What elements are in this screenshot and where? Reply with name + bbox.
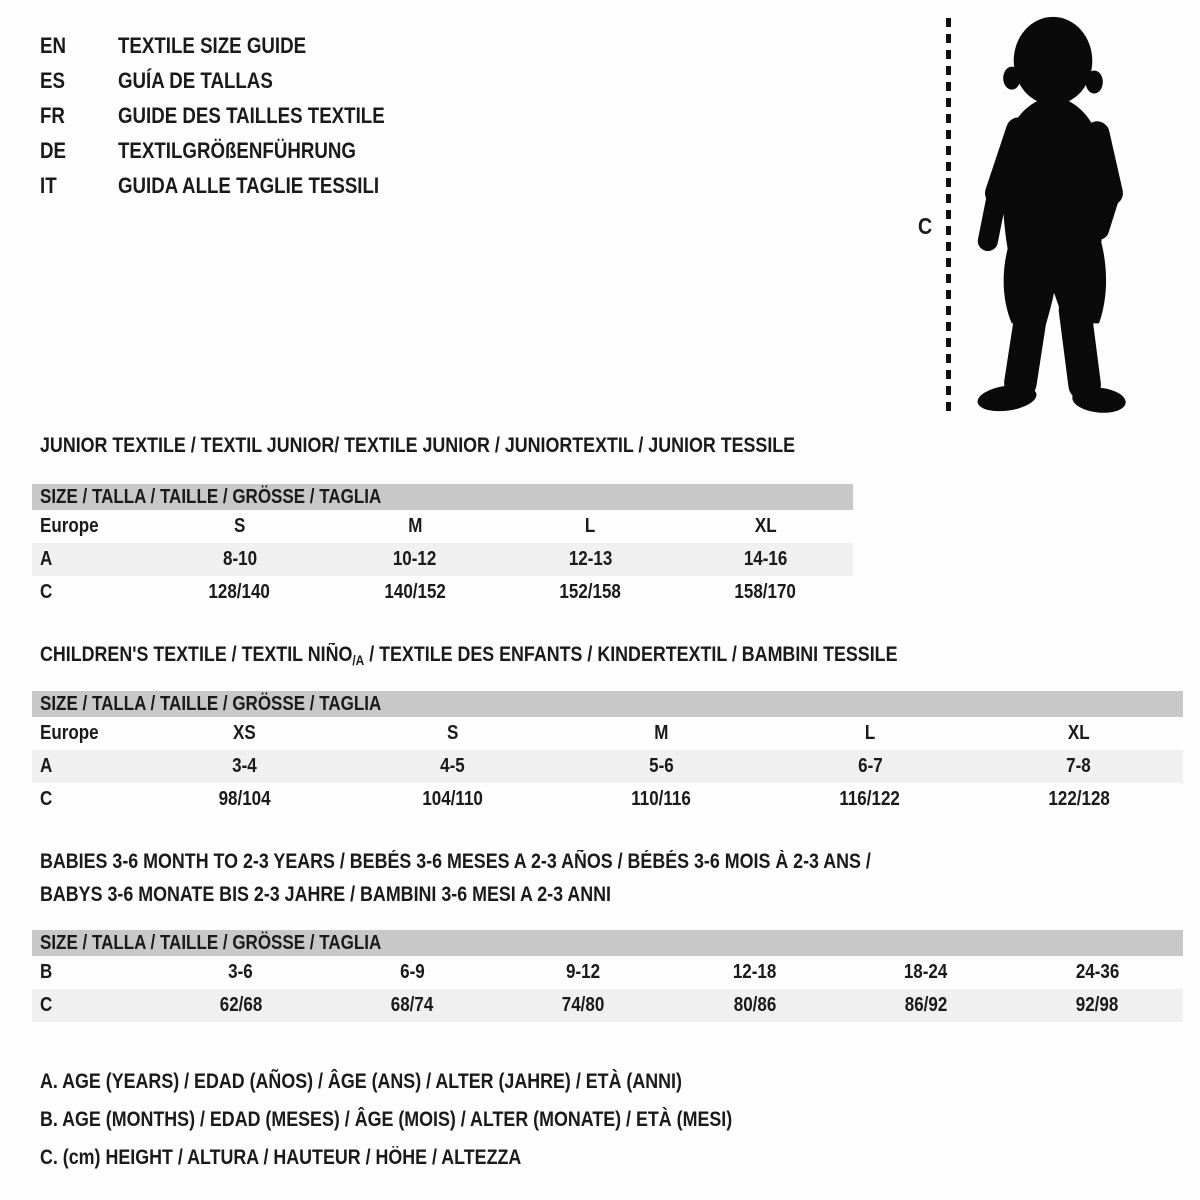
row-value: 12-13 (568, 548, 612, 570)
row-value: 86/92 (904, 994, 948, 1016)
row-value: 140/152 (384, 581, 446, 603)
language-code: FR (40, 102, 65, 128)
row-value: XL (754, 515, 777, 537)
height-measure-line (946, 18, 951, 416)
language-row (40, 133, 432, 168)
row-value: 18-24 (904, 961, 948, 983)
row-value: 116/122 (839, 788, 901, 810)
babies-table (32, 956, 1183, 1022)
table-row (32, 576, 853, 609)
language-code: DE (40, 137, 66, 163)
size-header-bar (32, 930, 1183, 956)
gender-suffix-subscript: /A (352, 652, 365, 668)
row-label: A (40, 755, 53, 777)
row-value: 8-10 (222, 548, 257, 570)
row-value: 74/80 (562, 994, 605, 1016)
language-row (40, 28, 432, 63)
children-section-title-text: CHILDREN'S TEXTILE / TEXTIL $NIÑO_{/A}$ / TEXTILE DES ENFANTS / KINDERTEXTIL / BAMBINI TESSILE (40, 643, 898, 668)
children-section-title (40, 643, 1049, 672)
row-value: S (447, 722, 459, 744)
language-row (40, 98, 432, 133)
guide-title: TEXTILE SIZE GUIDE (118, 32, 307, 58)
table-row (32, 510, 853, 543)
row-value: 110/116 (631, 788, 692, 810)
size-header-text: SIZE / TALLA / TAILLE / GRÖSSE / TAGLIA (40, 692, 382, 715)
row-value: L (864, 722, 876, 744)
size-header-bar (32, 484, 853, 510)
row-label: A (40, 548, 53, 570)
language-code: EN (40, 32, 66, 58)
guide-title: GUIDE DES TAILLES TEXTILE (118, 102, 385, 128)
size-header-text: SIZE / TALLA / TAILLE / GRÖSSE / TAGLIA (40, 485, 382, 508)
size-header-text: SIZE / TALLA / TAILLE / GRÖSSE / TAGLIA (40, 931, 382, 954)
table-row (32, 989, 1183, 1022)
row-value: S (233, 515, 246, 537)
table-row (32, 783, 1183, 816)
row-value: 104/110 (422, 788, 484, 810)
row-label: Europe (40, 722, 99, 744)
row-label: B (40, 961, 53, 983)
row-value: 152/158 (559, 581, 621, 603)
children-table (32, 717, 1183, 816)
table-row (32, 717, 1183, 750)
row-value: 80/86 (733, 994, 776, 1016)
row-value: 158/170 (734, 581, 797, 603)
row-value: 122/128 (1047, 788, 1110, 810)
row-value: M (654, 722, 669, 744)
row-value: 7-8 (1066, 755, 1091, 777)
babies-section-title (40, 845, 1018, 911)
babies-title-line1: BABIES 3-6 MONTH TO 2-3 YEARS / BEBÉS 3-6 MESES A 2-3 AÑOS / BÉBÉS 3-6 MOIS À 2-3 ANS / (40, 850, 871, 873)
guide-title: GUIDA ALLE TAGLIE TESSILI (118, 172, 380, 198)
row-value: 62/68 (219, 994, 262, 1016)
legend-line-b: B. AGE (MONTHS) / EDAD (MESES) / ÂGE (MOIS) / ALTER (MONATE) / ETÀ (MESI) (40, 1108, 733, 1131)
row-label: C (40, 788, 53, 810)
row-value: 5-6 (649, 755, 674, 777)
row-value: 3-4 (232, 755, 257, 777)
legend-line-a: A. AGE (YEARS) / EDAD (AÑOS) / ÂGE (ANS) / ALTER (JAHRE) / ETÀ (ANNI) (40, 1070, 682, 1093)
babies-size-table (32, 930, 1183, 1022)
language-code: IT (40, 172, 57, 198)
row-value: 6-9 (399, 961, 425, 983)
language-code: ES (40, 67, 65, 93)
row-label: C (40, 581, 53, 603)
row-value: 14-16 (743, 548, 788, 570)
row-value: XS (232, 722, 256, 744)
children-size-table (32, 691, 1183, 816)
measure-legend (40, 1063, 854, 1177)
size-header-bar (32, 691, 1183, 717)
table-row (32, 750, 1183, 783)
row-value: 9-12 (566, 961, 601, 983)
babies-title-line2: BABYS 3-6 MONATE BIS 2-3 JAHRE / BAMBINI 3-6 MESI A 2-3 ANNI (40, 883, 611, 906)
row-label: C (40, 994, 53, 1016)
row-value: 68/74 (390, 994, 434, 1016)
row-value: M (407, 515, 422, 537)
row-value: XL (1067, 722, 1090, 744)
row-value: 10-12 (393, 548, 437, 570)
guide-title: GUÍA DE TALLAS (118, 67, 273, 93)
row-value: 92/98 (1076, 994, 1119, 1016)
height-measure-label: C (918, 213, 933, 239)
row-value: 128/140 (208, 581, 271, 603)
junior-section-title-text: JUNIOR TEXTILE / TEXTIL JUNIOR/ TEXTILE JUNIOR / JUNIORTEXTIL / JUNIOR TESSILE (40, 434, 796, 457)
legend-line-c: C. (cm) HEIGHT / ALTURA / HAUTEUR / HÖHE / ALTEZZA (40, 1146, 522, 1169)
language-title-list (40, 28, 432, 203)
table-row (32, 956, 1183, 989)
junior-table (32, 510, 853, 609)
row-value: 98/104 (218, 788, 271, 810)
row-value: L (584, 515, 596, 537)
table-row (32, 543, 853, 576)
row-value: 12-18 (732, 961, 777, 983)
row-value: 6-7 (857, 755, 883, 777)
junior-size-table (32, 484, 853, 609)
guide-title: TEXTILGRÖßENFÜHRUNG (118, 137, 356, 163)
language-row (40, 63, 432, 98)
row-value: 4-5 (440, 755, 466, 777)
row-label: Europe (40, 515, 99, 537)
row-value: 3-6 (228, 961, 253, 983)
language-row (40, 168, 432, 203)
row-value: 24-36 (1075, 961, 1120, 983)
baby-silhouette-icon (956, 13, 1150, 425)
junior-section-title (40, 434, 928, 458)
